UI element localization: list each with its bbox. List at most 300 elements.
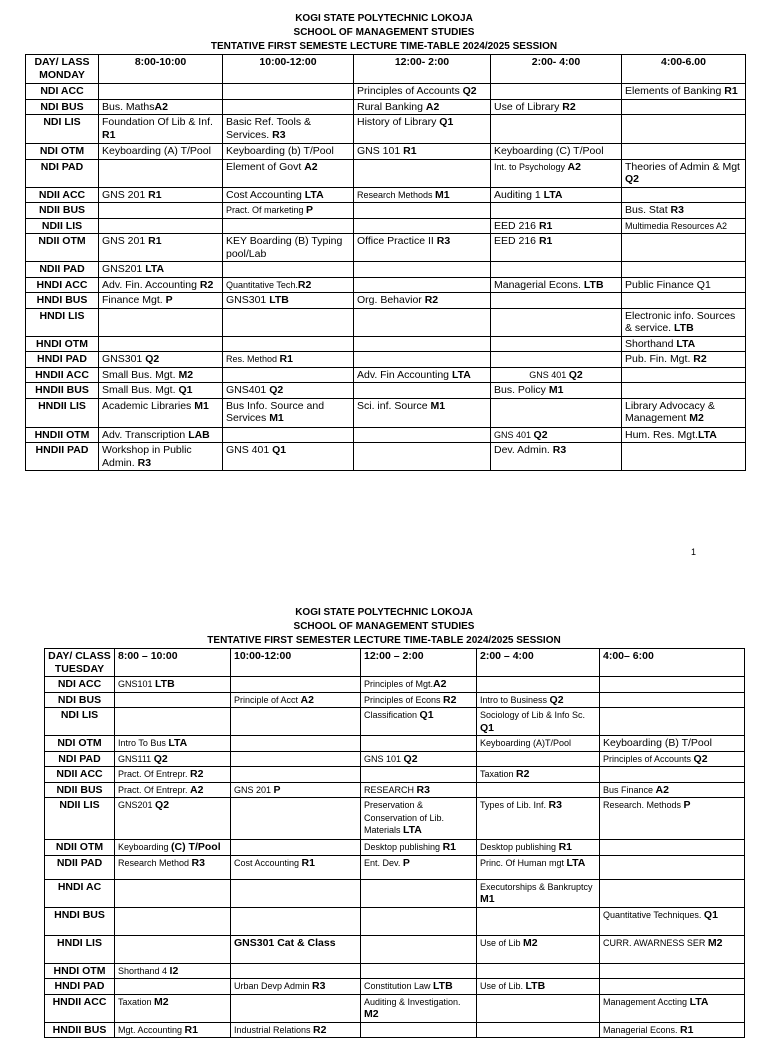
- table-row: [45, 708, 745, 736]
- table-row: [45, 840, 745, 856]
- venue-code: Q2: [462, 85, 477, 97]
- course-cell: [231, 840, 361, 856]
- course-title: Office Practice II: [357, 235, 437, 247]
- class-label: NDII PAD: [26, 262, 99, 278]
- venue-code: R1: [301, 856, 315, 869]
- time-slot-header: 2:00 – 4:00: [477, 649, 600, 677]
- course-title: Theories of Admin & Mgt: [625, 160, 740, 173]
- course-title: GNS 201: [102, 188, 149, 201]
- course-cell: [223, 218, 354, 234]
- table-row: [26, 308, 746, 336]
- table-row: [26, 144, 746, 160]
- course-title: GNS401: [226, 384, 270, 396]
- course-cell: [99, 443, 223, 471]
- time-slot-header: 10:00-12:00: [223, 55, 354, 84]
- class-label: HNDI PAD: [26, 352, 99, 368]
- venue-code: A2: [304, 160, 318, 173]
- course-title: Desktop publishing: [480, 842, 559, 852]
- venue-code: M2: [364, 1008, 379, 1020]
- course-cell: [231, 994, 361, 1022]
- course-cell: [361, 979, 477, 995]
- course-cell: [223, 84, 354, 100]
- course-cell: [361, 767, 477, 783]
- course-cell: [477, 708, 600, 736]
- class-label: HNDI BUS: [45, 907, 115, 935]
- class-label: NDI BUS: [26, 99, 99, 115]
- course-title: GNS 201: [234, 784, 274, 795]
- course-cell: [622, 277, 746, 293]
- course-cell: [622, 427, 746, 443]
- course-cell: [99, 427, 223, 443]
- course-cell: [115, 751, 231, 767]
- course-title: Use of Lib: [480, 937, 524, 948]
- venue-code: M2: [178, 368, 194, 381]
- institution-name: KOGI STATE POLYTECHNIC LOKOJA: [295, 13, 473, 24]
- course-cell: [354, 187, 491, 203]
- course-cell: [354, 99, 491, 115]
- course-cell: [115, 736, 231, 752]
- class-label: HNDII ACC: [45, 994, 115, 1022]
- table-row: [45, 751, 745, 767]
- time-slot-header: 4:00– 6:00: [600, 649, 745, 677]
- table-row: [45, 935, 745, 963]
- course-cell: [477, 979, 600, 995]
- course-title: Bus Finance: [603, 784, 656, 795]
- table-row: [45, 963, 745, 979]
- course-title: Hum. Res. Mgt.: [625, 428, 698, 441]
- table-row: [26, 203, 746, 219]
- venue-code: Q2: [549, 693, 564, 706]
- course-cell: [491, 234, 622, 262]
- course-cell: [99, 115, 223, 144]
- course-cell: [354, 115, 491, 144]
- course-cell: [491, 427, 622, 443]
- course-cell: [491, 84, 622, 100]
- table-row: [45, 736, 745, 752]
- class-label: NDI PAD: [26, 159, 99, 187]
- course-title: GNS 401: [494, 429, 534, 440]
- course-cell: [622, 308, 746, 336]
- course-cell: [477, 751, 600, 767]
- course-cell: [354, 159, 491, 187]
- venue-code: A2: [433, 678, 447, 690]
- course-title: Workshop in Public Admin.: [102, 444, 192, 469]
- venue-code: LTB: [269, 294, 289, 306]
- venue-code: Q2: [153, 752, 168, 765]
- course-cell: [231, 879, 361, 907]
- course-cell: [115, 798, 231, 840]
- venue-code: A2: [655, 783, 669, 796]
- venue-code: A2: [567, 160, 581, 173]
- course-cell: [361, 935, 477, 963]
- timetable-title: TENTATIVE FIRST SEMESTER LECTURE TIME-TABLE 2024/2025 SESSION: [207, 635, 561, 646]
- course-cell: [622, 187, 746, 203]
- course-title: Managerial Econs.: [603, 1024, 681, 1035]
- course-cell: [600, 677, 745, 693]
- course-title: Management Accting: [603, 996, 690, 1007]
- venue-code: LTA: [451, 368, 471, 381]
- venue-code: Q2: [269, 384, 284, 396]
- course-cell: [115, 1022, 231, 1038]
- table-row: [26, 159, 746, 187]
- course-cell: [231, 782, 361, 798]
- course-title: Shorthand: [625, 337, 677, 350]
- course-cell: [600, 751, 745, 767]
- table-row: [45, 879, 745, 907]
- table-row: [45, 677, 745, 693]
- venue-code: R3: [552, 444, 567, 456]
- venue-code: R2: [562, 100, 576, 113]
- venue-code: R3: [416, 783, 430, 796]
- course-title: GNS 401: [529, 369, 569, 380]
- course-cell: [491, 187, 622, 203]
- class-label: NDI LIS: [45, 708, 115, 736]
- course-title: CURR. AWARNESS SER: [603, 937, 708, 948]
- table-row: [45, 994, 745, 1022]
- course-title: GNS111: [118, 753, 154, 764]
- course-cell: [231, 736, 361, 752]
- venue-code: R2: [297, 278, 312, 291]
- course-title: Adv. Transcription: [102, 428, 189, 441]
- course-title: Keyboarding (B) T/Pool: [603, 737, 712, 749]
- course-cell: [477, 994, 600, 1022]
- venue-code: Q2: [625, 173, 640, 185]
- venue-code: M1: [269, 412, 284, 424]
- course-cell: [231, 692, 361, 708]
- course-cell: [491, 398, 622, 427]
- table-row: [45, 855, 745, 879]
- course-title: Keyboarding (A)T/Pool: [480, 738, 572, 748]
- venue-code: LTA: [697, 428, 717, 441]
- venue-code: R1: [102, 128, 116, 141]
- course-title: Keyboarding: [118, 842, 172, 852]
- school-name: SCHOOL OF MANAGEMENT STUDIES: [293, 27, 475, 38]
- course-cell: [600, 855, 745, 879]
- course-cell: [361, 963, 477, 979]
- course-title: Keyboarding (b) T/Pool: [226, 145, 334, 157]
- venue-code: R3: [191, 856, 205, 869]
- course-cell: [223, 99, 354, 115]
- course-title: EED 216: [494, 235, 539, 247]
- course-cell: [354, 277, 491, 293]
- course-cell: [491, 293, 622, 309]
- table-row: [26, 218, 746, 234]
- course-cell: [99, 293, 223, 309]
- course-title: Keyboarding (C) T/Pool: [494, 145, 604, 157]
- course-cell: [115, 935, 231, 963]
- venue-code: R1: [538, 235, 553, 247]
- course-cell: [354, 383, 491, 399]
- time-slot-header: 2:00- 4:00: [491, 55, 622, 84]
- page-number: 1: [690, 547, 696, 557]
- course-cell: [354, 84, 491, 100]
- course-title: Pract. Of marketing: [226, 205, 307, 215]
- class-label: HNDII LIS: [26, 398, 99, 427]
- course-title: Dev. Admin.: [494, 444, 553, 456]
- course-cell: [622, 84, 746, 100]
- course-cell: [491, 144, 622, 160]
- course-title: Pract. Of Entrepr.: [118, 769, 191, 779]
- course-cell: [99, 99, 223, 115]
- course-cell: [354, 234, 491, 262]
- course-cell: [622, 218, 746, 234]
- venue-code: R1: [558, 841, 572, 853]
- table-row: [26, 352, 746, 368]
- course-title: Pract. Of Entrepr.: [118, 784, 191, 795]
- course-title: GNS301: [102, 353, 146, 365]
- day-class-header: DAY/ LASS MONDAY: [26, 55, 99, 84]
- course-title: Finance Mgt.: [102, 294, 166, 306]
- venue-code: M2: [154, 995, 169, 1008]
- class-label: NDII LIS: [45, 798, 115, 840]
- class-label: NDII BUS: [45, 782, 115, 798]
- course-title: Org. Behavior: [357, 294, 425, 306]
- venue-code: R1: [442, 841, 456, 853]
- course-cell: [99, 398, 223, 427]
- venue-code: LTA: [689, 995, 709, 1008]
- course-title: Mgt. Accounting: [118, 1024, 185, 1035]
- venue-code: LTB: [583, 278, 604, 291]
- course-title: RESEARCH: [364, 784, 417, 795]
- course-cell: [115, 855, 231, 879]
- course-title: GNS301: [226, 294, 270, 306]
- course-cell: [600, 840, 745, 856]
- course-cell: [622, 293, 746, 309]
- course-cell: [354, 443, 491, 471]
- course-cell: [361, 708, 477, 736]
- course-cell: [622, 336, 746, 352]
- course-title: History of Library: [357, 116, 440, 128]
- course-cell: [622, 352, 746, 368]
- course-cell: [477, 782, 600, 798]
- time-slot-header: 12:00 – 2:00: [361, 649, 477, 677]
- course-cell: [477, 855, 600, 879]
- course-title: Princ. Of Human mgt: [480, 857, 567, 868]
- course-cell: [231, 798, 361, 840]
- course-cell: [477, 767, 600, 783]
- venue-code: A2: [300, 693, 314, 706]
- course-cell: [223, 443, 354, 471]
- header-row: [45, 649, 745, 677]
- venue-code: R1: [148, 188, 162, 201]
- course-cell: [622, 144, 746, 160]
- course-title: Types of Lib. Inf.: [480, 800, 549, 810]
- venue-code: LTA: [304, 188, 324, 201]
- table-row: [26, 84, 746, 100]
- course-cell: [361, 798, 477, 840]
- course-title: GNS 101: [364, 753, 404, 764]
- venue-code: Q1: [178, 384, 193, 396]
- venue-code: R3: [312, 980, 326, 992]
- course-cell: [622, 159, 746, 187]
- course-cell: [491, 203, 622, 219]
- course-title: Principles of Econs: [364, 694, 444, 705]
- timetable-page-tuesday: [0, 606, 768, 1038]
- course-title: GNS101: [118, 679, 156, 689]
- class-label: HNDI ACC: [26, 277, 99, 293]
- venue-code: M2: [707, 936, 723, 949]
- venue-code: LTB: [155, 678, 175, 690]
- course-title: Intro to Business: [480, 694, 550, 705]
- course-cell: [99, 308, 223, 336]
- tuesday-timetable: [44, 648, 745, 1038]
- course-title: Pub. Fin. Mgt.: [625, 353, 694, 365]
- course-title: Taxation: [480, 769, 517, 779]
- class-label: HNDI BUS: [26, 293, 99, 309]
- course-cell: [354, 367, 491, 383]
- course-cell: [477, 935, 600, 963]
- course-cell: [99, 159, 223, 187]
- course-cell: [491, 262, 622, 278]
- course-cell: [477, 692, 600, 708]
- course-cell: [622, 443, 746, 471]
- course-cell: [99, 336, 223, 352]
- course-cell: [223, 234, 354, 262]
- venue-code: LTA: [168, 737, 188, 749]
- venue-code: R3: [137, 456, 152, 469]
- course-cell: [99, 262, 223, 278]
- course-cell: [491, 443, 622, 471]
- class-label: NDII LIS: [26, 218, 99, 234]
- table-row: [26, 262, 746, 278]
- course-cell: [491, 218, 622, 234]
- course-cell: [115, 677, 231, 693]
- class-label: HNDII BUS: [45, 1022, 115, 1038]
- course-cell: [115, 907, 231, 935]
- venue-code: R2: [424, 294, 439, 306]
- class-label: NDII OTM: [45, 840, 115, 856]
- course-title: Adv. Fin. Accounting: [102, 278, 200, 291]
- course-cell: [223, 159, 354, 187]
- venue-code: P: [683, 799, 691, 811]
- course-cell: [491, 383, 622, 399]
- course-title: Sci. inf. Source: [357, 399, 431, 412]
- course-cell: [361, 855, 477, 879]
- class-label: NDII OTM: [26, 234, 99, 262]
- course-cell: [491, 159, 622, 187]
- class-label: NDI LIS: [26, 115, 99, 144]
- course-title: Sociology of Lib & Info Sc.: [480, 710, 586, 720]
- course-title: Library Advocacy & Management: [625, 399, 715, 424]
- course-cell: [231, 751, 361, 767]
- course-title: Small Bus. Mgt.: [102, 384, 179, 396]
- venue-code: Q1: [480, 721, 495, 734]
- course-title: Adv. Fin Accounting: [357, 368, 452, 381]
- course-cell: [231, 1022, 361, 1038]
- day-class-header: DAY/ CLASS TUESDAY: [45, 649, 115, 677]
- course-title: Principle of Acct: [234, 694, 301, 705]
- course-title: Research. Methods: [603, 800, 684, 810]
- course-cell: [491, 352, 622, 368]
- course-title: Academic Libraries: [102, 399, 195, 412]
- course-title: Int. to Psychology: [494, 161, 568, 172]
- venue-code: A2: [425, 100, 440, 113]
- course-cell: [115, 782, 231, 798]
- course-title: Bus Info. Source and Services: [226, 399, 325, 424]
- school-name: SCHOOL OF MANAGEMENT STUDIES: [293, 621, 475, 632]
- venue-code: LTA: [543, 188, 563, 201]
- table-row: [26, 367, 746, 383]
- course-title: Elements of Banking: [625, 85, 725, 97]
- venue-code: Q1: [272, 444, 287, 456]
- timetable-page-monday: [0, 12, 768, 557]
- course-title: Classification: [364, 710, 420, 720]
- table-row: [45, 907, 745, 935]
- course-title: Industrial Relations: [234, 1024, 314, 1035]
- venue-code: Q2: [145, 353, 160, 365]
- course-title: GNS201: [118, 800, 156, 810]
- course-cell: [361, 736, 477, 752]
- class-label: NDI OTM: [45, 736, 115, 752]
- venue-code: R2: [190, 768, 204, 780]
- venue-code: R1: [279, 353, 293, 365]
- time-slot-header: 10:00-12:00: [231, 649, 361, 677]
- table-row: [45, 782, 745, 798]
- course-cell: [622, 115, 746, 144]
- table-row: [26, 234, 746, 262]
- table-row: [26, 336, 746, 352]
- course-title: Basic Ref. Tools & Services.: [226, 116, 312, 141]
- venue-code: R1: [148, 235, 162, 247]
- class-label: NDI PAD: [45, 751, 115, 767]
- course-cell: [600, 708, 745, 736]
- course-cell: [491, 99, 622, 115]
- venue-code: M2: [689, 412, 704, 424]
- course-title: EED 216: [494, 219, 539, 232]
- course-cell: [231, 677, 361, 693]
- venue-code: M1: [430, 399, 446, 412]
- page-header: [0, 12, 768, 54]
- course-cell: [99, 218, 223, 234]
- course-cell: [361, 907, 477, 935]
- class-label: NDI ACC: [26, 84, 99, 100]
- course-cell: [99, 277, 223, 293]
- course-title: Res. Method: [226, 354, 280, 364]
- table-row: [26, 187, 746, 203]
- timetable-title: TENTATIVE FIRST SEMESTE LECTURE TIME-TABLE 2024/2025 SESSION: [210, 41, 558, 52]
- course-title: GNS201: [102, 263, 146, 275]
- course-title: Principles of Accounts: [603, 753, 694, 764]
- course-cell: [600, 767, 745, 783]
- course-cell: [99, 383, 223, 399]
- class-label: HNDI OTM: [26, 336, 99, 352]
- course-cell: [223, 352, 354, 368]
- monday-timetable: [25, 54, 746, 471]
- course-cell: [231, 767, 361, 783]
- course-cell: [115, 840, 231, 856]
- course-title: Cost Accounting: [226, 188, 305, 201]
- table-row: [26, 99, 746, 115]
- venue-code: A2: [190, 783, 204, 796]
- table-row: [45, 692, 745, 708]
- course-cell: [99, 352, 223, 368]
- table-row: [45, 798, 745, 840]
- class-label: NDI BUS: [45, 692, 115, 708]
- venue-code: R2: [516, 768, 530, 780]
- course-cell: [361, 751, 477, 767]
- course-title: Constitution Law: [364, 981, 434, 991]
- table-row: [26, 277, 746, 293]
- course-title: Cost Accounting: [234, 857, 302, 868]
- course-cell: [477, 879, 600, 907]
- course-cell: [600, 979, 745, 995]
- course-cell: [600, 935, 745, 963]
- course-cell: [223, 293, 354, 309]
- course-cell: [600, 879, 745, 907]
- course-cell: [115, 692, 231, 708]
- class-label: NDI ACC: [45, 677, 115, 693]
- header-row: [26, 55, 746, 84]
